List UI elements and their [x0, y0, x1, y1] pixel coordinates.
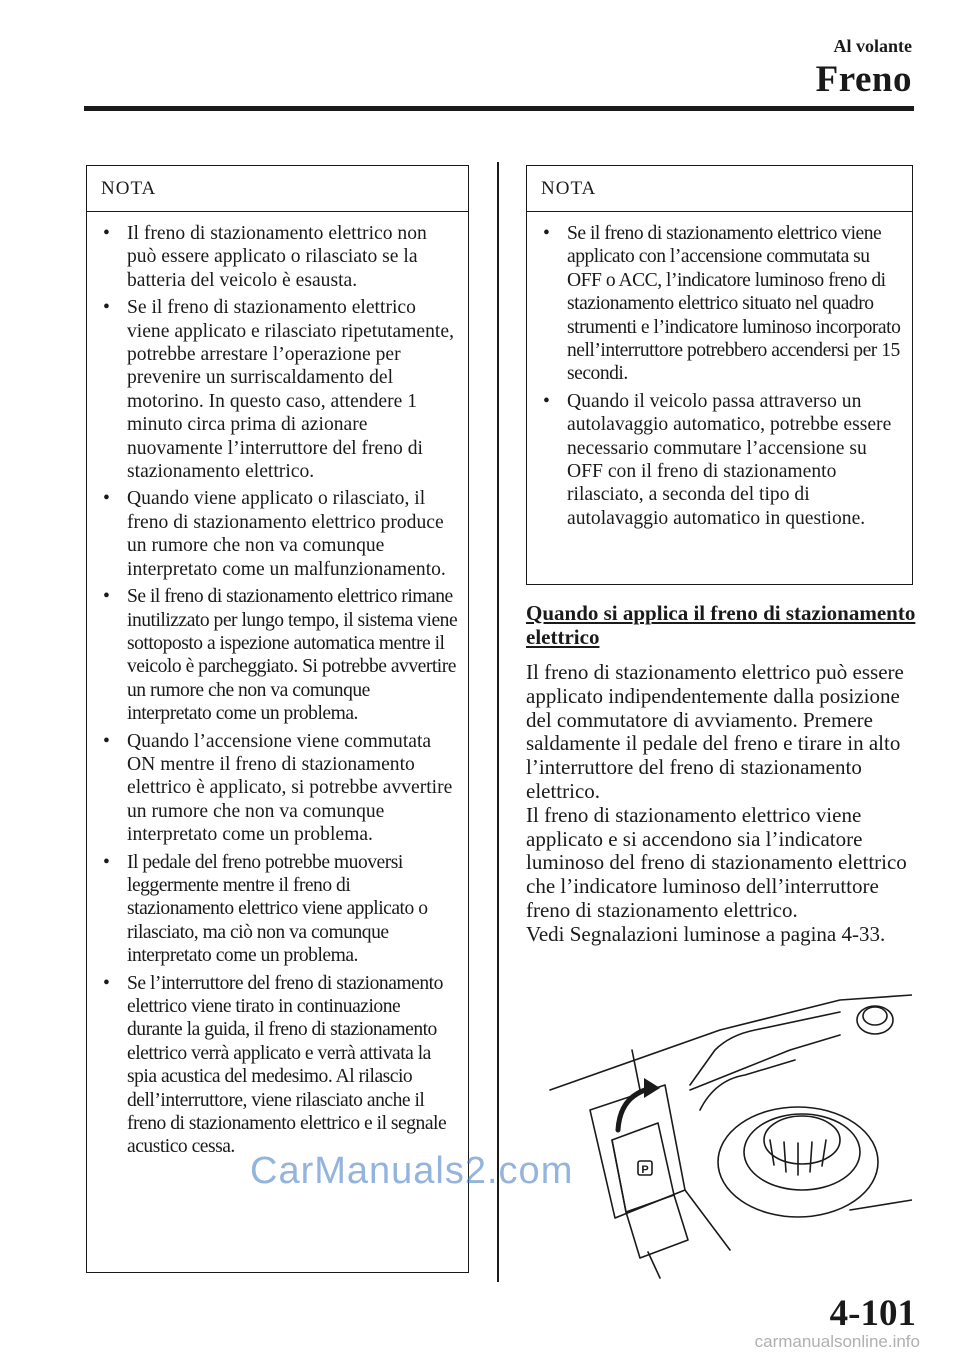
console-top-edge [550, 995, 912, 1090]
note-item-text: Quando viene applicato o rilasciato, il freno di stazionamento elettrico produce un rumore che non va comunque interpretato come un malfunzionamento. [127, 488, 446, 580]
note-item [541, 222, 902, 386]
note-list [87, 212, 468, 1159]
note-heading: NOTA [527, 166, 912, 212]
bullet-icon: • [103, 586, 110, 608]
volume-knob [857, 1006, 893, 1034]
bullet-icon: • [543, 223, 550, 244]
header-rule [84, 106, 914, 111]
bullet-icon: • [103, 851, 110, 873]
note-item [101, 585, 458, 725]
console-panel [690, 1012, 840, 1085]
note-heading: NOTA [87, 166, 468, 212]
watermark: CarManuals2.com [250, 1150, 574, 1192]
footer-site: carmanualsonline.info [754, 1332, 920, 1351]
note-item-text: Se il freno di stazionamento elettrico viene applicato con l’accensione commutata su OFF o ACC, l’indicatore luminoso freno di stazionamento elettrico situato nel quadro strumenti e l’indicatore luminoso incorporato nell’interruttore potrebbero accendersi per 15 secondi. [567, 223, 901, 385]
note-box-right [526, 165, 913, 585]
p-symbol-label: P [641, 1164, 649, 1176]
parking-brake-switch-illustration [540, 990, 912, 1280]
bullet-icon: • [543, 390, 550, 412]
note-item [101, 730, 458, 847]
note-box-left [86, 165, 469, 1273]
note-item [101, 972, 458, 1159]
switch-lip [612, 1140, 626, 1212]
section-header: Al volante [833, 36, 912, 56]
note-item [101, 296, 458, 483]
console-bottom-edge [685, 1190, 912, 1250]
arrow-guide-line [632, 1050, 640, 1090]
note-item-text: Se il freno di stazionamento elettrico viene applicato e rilasciato ripetutamente, potrebbe arrestare l’operazione per prevenire un surriscaldamento del motorino. In questo caso, attendere 1 minuto circa prima di azionare nuovamente l’interruttore del freno di stazionamento elettrico. [127, 297, 454, 483]
note-item [101, 487, 458, 581]
switch-lower [626, 1195, 688, 1258]
commander-knob-top [764, 1116, 840, 1164]
bullet-icon: • [103, 972, 110, 994]
column-divider [497, 162, 499, 1282]
section-title: Quando si applica il freno di stazionamento elettrico [526, 601, 916, 649]
page-number: 4-101 [829, 1293, 916, 1334]
note-item [541, 390, 902, 530]
knob-knurl [770, 1140, 826, 1175]
bullet-icon: • [103, 730, 110, 752]
note-item-text: Se l’interruttore del freno di stazionamento elettrico viene tirato in continuazione durante la guida, il freno di stazionamento elettrico verrà applicato e verrà attivata la spia acustica del medesimo. Al rilascio dell’interruttore, viene rilasciato anche il freno di stazionamento elettrico e il segnale acustico cessa. [127, 972, 447, 1158]
note-item [101, 222, 458, 292]
leader-line [648, 1252, 660, 1278]
note-item [101, 851, 458, 968]
commander-knob-ring [744, 1114, 860, 1190]
switch-housing [590, 1085, 685, 1218]
section-body: Il freno di stazionamento elettrico può essere applicato indipendentemente dalla posizione del commutatore di avviamento. Premere saldamente il pedale del freno e tirare in alto l’interruttore del freno di stazionamento elettrico. Il freno di stazionamento elettrico viene applicato e si accendono sia l’indicatore luminoso del freno di stazionamento elettrico che l’indicatore luminoso dell’interruttore freno di stazionamento elettrico. Vedi Segnalazioni luminose a pagina 4-33. [526, 660, 907, 946]
button-recess [690, 1035, 840, 1090]
note-item-text: Quando il veicolo passa attraverso un autolavaggio automatico, potrebbe essere necessario commutare l’accensione su OFF con il freno di stazionamento rilasciato, a seconda del tipo di autolavaggio automatico in questione. [567, 390, 892, 529]
note-item-text: Il freno di stazionamento elettrico non può essere applicato o rilasciato se la batteria del veicolo è esausta. [127, 223, 427, 291]
page-title: Freno [815, 59, 912, 100]
note-item-text: Se il freno di stazionamento elettrico rimane inutilizzato per lungo tempo, il sistema viene sottoposto a ispezione automatica mentre il veicolo è parcheggiato. Si potrebbe avvertire un rumore che non va comunque interpretato come un problema. [127, 586, 458, 725]
note-item-text: Il pedale del freno potrebbe muoversi leggermente mentre il freno di stazionamento elettrico viene applicato o rilasciato, ma ciò non va comunque interpretato come un problema. [127, 851, 428, 967]
note-list [527, 212, 912, 530]
note-item-text: Quando l’accensione viene commutata ON mentre il freno di stazionamento elettrico è applicato, si potrebbe avvertire un rumore che non va comunque interpretato come un problema. [127, 730, 453, 846]
bullet-icon: • [103, 223, 110, 244]
bullet-icon: • [103, 297, 110, 319]
bullet-icon: • [103, 488, 110, 510]
